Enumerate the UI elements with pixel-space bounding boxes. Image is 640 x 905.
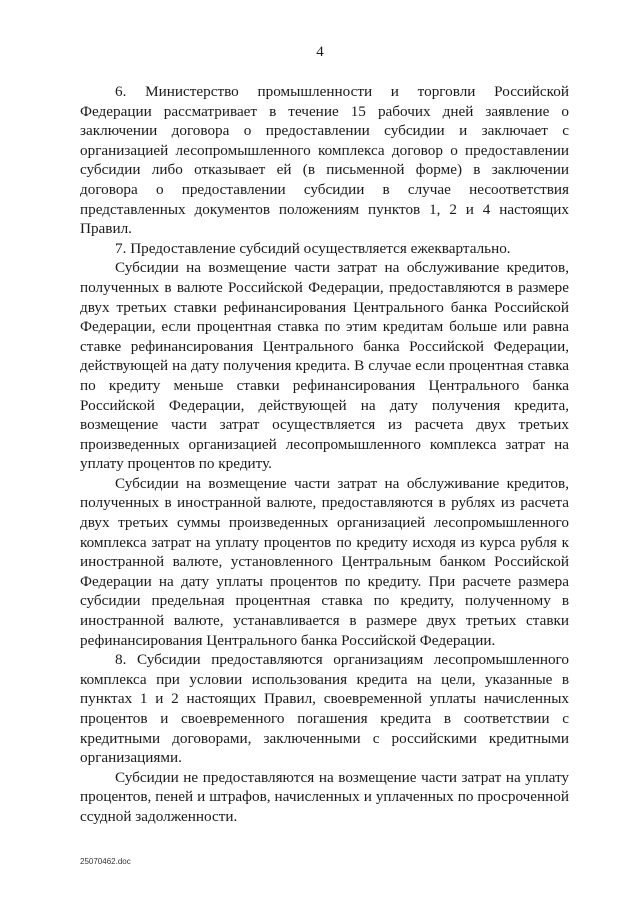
paragraph-7-quarterly: 7. Предоставление субсидий осуществляется ежеквартально. — [115, 239, 511, 257]
document-body — [80, 82, 569, 827]
paragraph-foreign-credits: Субсидии на возмещение части затрат на обслуживание кредитов, полученных в иностранной валюте, предоставляются в рублях из расчета двух третьих суммы произведенных организацией лесопромышленного комплекса затрат на уплату процентов по кредиту исходя из курса рубля к иностранной валюте, установленного Центральным банком Российской Федерации на дату уплаты процентов по кредиту. При расчете размера субсидии предельная процентная ставка по кредиту, полученному в иностранной валюте, устанавливается в размере двух третьих ставки рефинансирования Центрального банка Российской Федерации. — [80, 474, 569, 649]
document-filename: 25070462.doc — [80, 857, 131, 866]
paragraph-8-conditions: 8. Субсидии предоставляются организациям лесопромышленного комплекса при условии использования кредита на цели, указанные в пунктах 1 и 2 настоящих Правил, своевременной уплаты начисленных процентов и своевременного погашения кредита в соответствии с кредитными договорами, заключенными с российскими кредитными организациями. — [80, 651, 569, 767]
paragraph-exclusions: Субсидии не предоставляются на возмещение части затрат на уплату процентов, пеней и штрафов, начисленных и уплаченных по просроченной ссудной задолженности. — [80, 768, 569, 825]
paragraph-6-review: 6. Министерство промышленности и торговли Российской Федерации рассматривает в течение 15 рабочих дней заявление о заключении договора о предоставлении субсидии и заключает с организацией лесопромышленного комплекса договор о предоставлении субсидии либо отказывает ей (в письменной форме) в заключении договора о предоставлении субсидии в случае несоответствия представленных документов положениям пунктов 1, 2 и 4 настоящих Правил. — [80, 83, 569, 238]
paragraph-ruble-credits: Субсидии на возмещение части затрат на обслуживание кредитов, полученных в валюте Российской Федерации, предоставляются в размере двух третьих ставки рефинансирования Центрального банка Российской Федерации, если процентная ставка по этим кредитам больше или равна ставке рефинансирования Центрального банка Российской Федерации, действующей на дату получения кредита. В случае если процентная ставка по кредиту меньше ставки рефинансирования Центрального банка Российской Федерации, действующей на дату получения кредита, возмещение части затрат осуществляется из расчета двух третьих произведенных организацией лесопромышленного комплекса затрат на уплату процентов по кредиту. — [80, 259, 569, 473]
page-number: 4 — [316, 44, 324, 60]
